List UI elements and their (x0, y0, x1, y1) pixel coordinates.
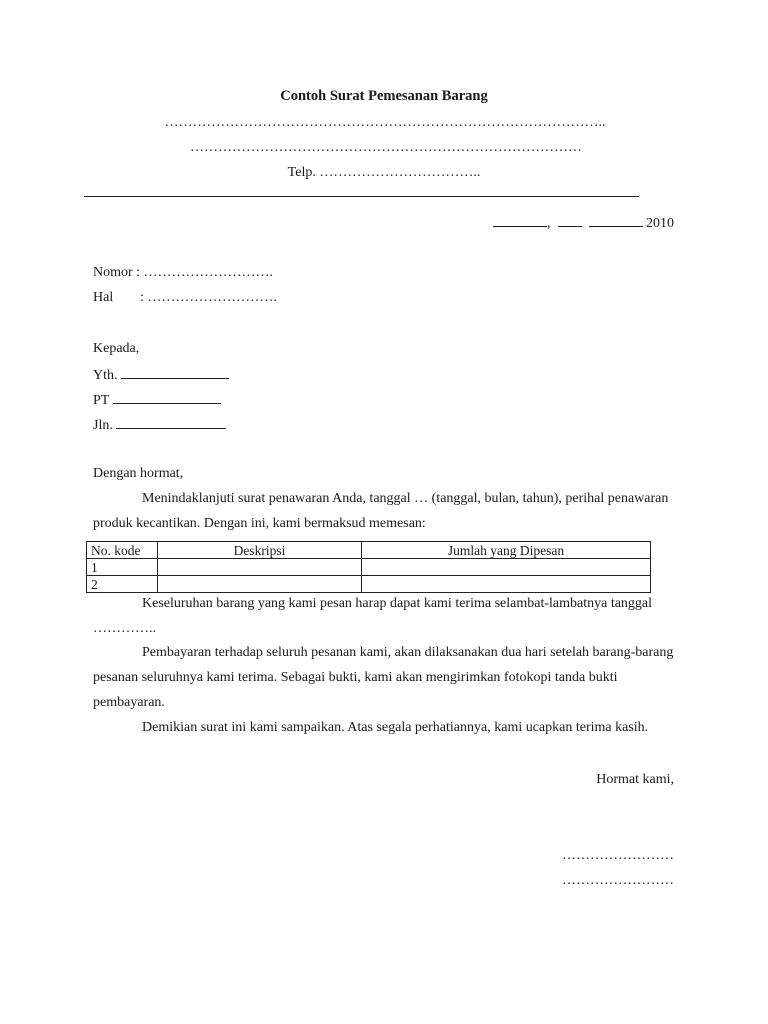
pt-label: PT (93, 393, 110, 408)
header-no-kode: No. kode (87, 542, 158, 559)
kepada-label: Kepada, (93, 341, 140, 356)
closing-salutation: Hormat kami, (596, 772, 674, 787)
yth-blank (121, 366, 229, 379)
telephone-line: Telp. …………………………….. (287, 165, 481, 180)
date-day-blank (493, 214, 547, 227)
nomor-line (93, 265, 273, 281)
cell-deskripsi (158, 576, 362, 593)
header-jumlah: Jumlah yang Dipesan (362, 542, 651, 559)
table-header-row (87, 542, 651, 559)
pt-blank (113, 391, 221, 404)
paragraph-2: Keseluruhan barang yang kami pesan harap dapat kami terima selambat-lambatnya tanggal ………….. (93, 596, 653, 636)
order-table (86, 541, 651, 593)
letter-title: Contoh Surat Pemesanan Barang (280, 88, 488, 104)
paragraph-4: Demikian surat ini kami sampaikan. Atas segala perhatiannya, kami ucapkan terima kasih. (142, 720, 649, 735)
cell-jumlah (362, 559, 651, 576)
table-row (87, 559, 651, 576)
greeting: Dengan hormat, (93, 466, 184, 481)
date-month-name-blank (589, 214, 643, 227)
paragraph-1: Menindaklanjuti surat penawaran Anda, tanggal … (tanggal, bulan, tahun), perihal penawaran produk kecantikan. Dengan ini, kami bermaksud memesan: (93, 491, 669, 531)
address-line-1: ………………………………………………………………………………….. (164, 115, 606, 130)
hal-label: Hal (93, 290, 114, 305)
jln-line (93, 416, 226, 434)
date-month-blank (558, 214, 582, 227)
cell-deskripsi (158, 559, 362, 576)
hal-value: : ………………………. (140, 290, 277, 305)
nomor-label: Nomor (93, 265, 133, 280)
cell-kode: 2 (87, 576, 158, 593)
date-line: , 2010 (493, 214, 674, 232)
jln-label: Jln. (93, 418, 113, 433)
date-year: 2010 (646, 216, 674, 231)
cell-kode: 1 (87, 559, 158, 576)
address-line-2: ………………………………………………………………………… (190, 140, 582, 155)
nomor-value: : ………………………. (136, 265, 274, 280)
table-row (87, 576, 651, 593)
letterhead-divider (84, 196, 639, 197)
yth-line (93, 366, 229, 384)
header-deskripsi: Deskripsi (158, 542, 362, 559)
jln-blank (116, 416, 226, 429)
cell-jumlah (362, 576, 651, 593)
pt-line (93, 391, 221, 409)
yth-label: Yth. (93, 368, 118, 383)
signature-line-2: …………………… (562, 873, 674, 888)
paragraph-3: Pembayaran terhadap seluruh pesanan kami, akan dilaksanakan dua hari setelah barang-barang pesanan seluruhnya kami terima. Sebagai bukti, kami akan mengirimkan fotokopi tanda bukti pembayaran. (93, 645, 674, 710)
signature-line-1: …………………… (562, 848, 674, 863)
hal-line (93, 290, 277, 306)
